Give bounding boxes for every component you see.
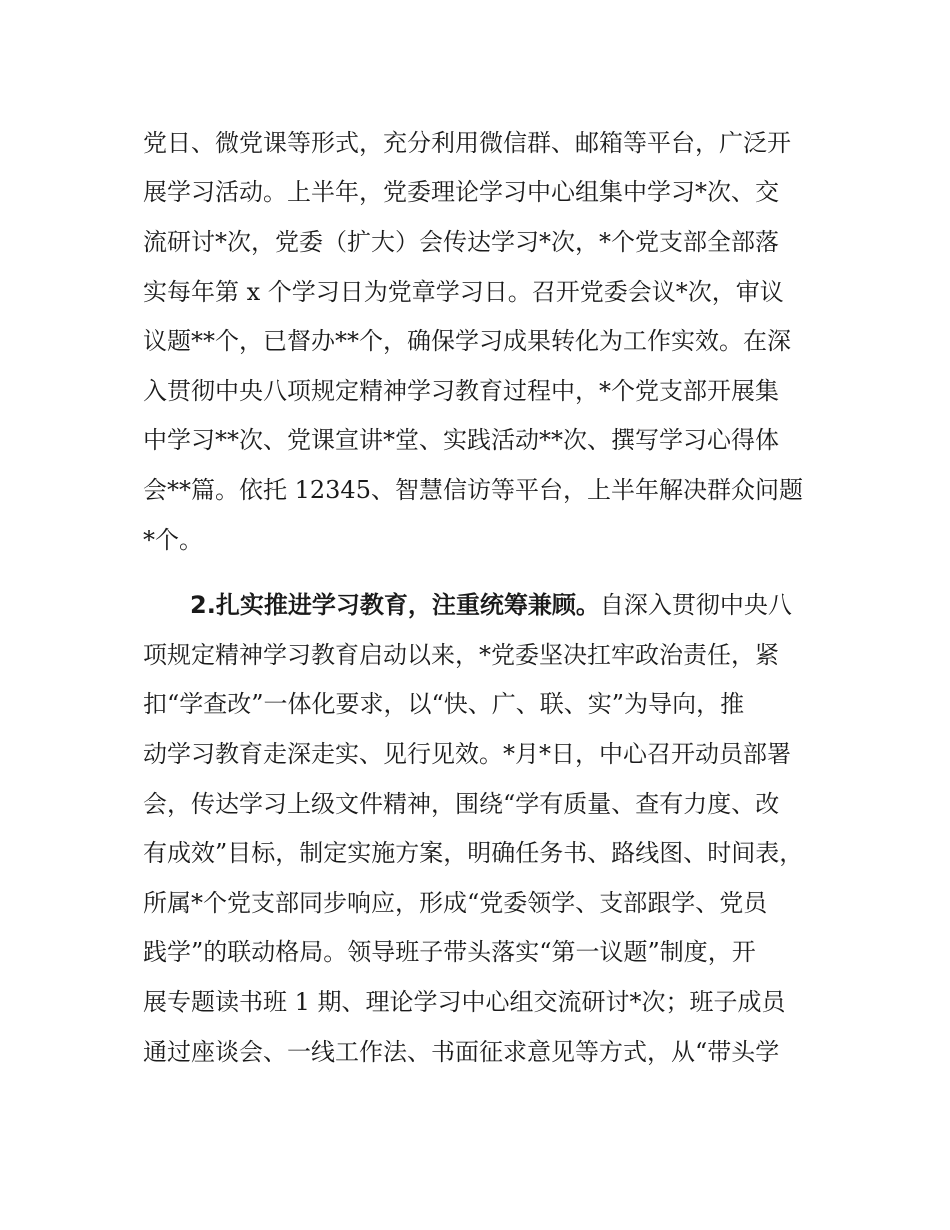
text-line: 党日、微党课等形式，充分利用微信群、邮箱等平台，广泛开 <box>143 129 791 157</box>
text-line: 有成效”目标，制定实施方案，明确任务书、路线图、时间表， <box>143 839 804 867</box>
text-line: 项规定精神学习教育启动以来，*党委坚决扛牢政治责任，紧 <box>143 641 779 669</box>
text-line: 中学习**次、党课宣讲*堂、实践活动**次、撰写学习心得体 <box>143 426 779 454</box>
text-line: 通过座谈会、一线工作法、书面征求意见等方式，从“带头学 <box>143 1038 780 1066</box>
text-line: 动学习教育走深走实、见行见效。*月*日，中心召开动员部署 <box>143 740 791 768</box>
text-line: 践学”的联动格局。领导班子带头落实“第一议题”制度，开 <box>143 938 756 966</box>
section-heading: 2.扎实推进学习教育，注重统筹兼顾。 <box>190 591 600 619</box>
text-line: *个。 <box>143 526 203 554</box>
text-run: 自深入贯彻中央八 <box>599 591 792 619</box>
paragraph-2-first-line <box>190 590 792 620</box>
text-line: 入贯彻中央八项规定精神学习教育过程中，*个党支部开展集 <box>143 377 779 405</box>
text-line: 所属*个党支部同步响应，形成“党委领学、支部跟学、党员 <box>143 889 768 917</box>
text-line: 会**篇。依托 12345、智慧信访等平台，上半年解决群众问题 <box>143 476 803 504</box>
text-line: 会，传达学习上级文件精神，围绕“学有质量、查有力度、改 <box>143 790 780 818</box>
text-line: 展学习活动。上半年，党委理论学习中心组集中学习*次、交 <box>143 178 779 206</box>
text-line: 实每年第 x 个学习日为党章学习日。召开党委会议*次，审议 <box>143 278 784 306</box>
text-line: 扣“学查改”一体化要求，以“快、广、联、实”为导向，推 <box>143 690 745 718</box>
text-line: 流研讨*次，党委（扩大）会传达学习*次，*个党支部全部落 <box>143 228 779 256</box>
text-line: 议题**个，已督办**个，确保学习成果转化为工作实效。在深 <box>143 327 791 355</box>
text-line: 展专题读书班 1 期、理论学习中心组交流研讨*次；班子成员 <box>143 988 786 1016</box>
